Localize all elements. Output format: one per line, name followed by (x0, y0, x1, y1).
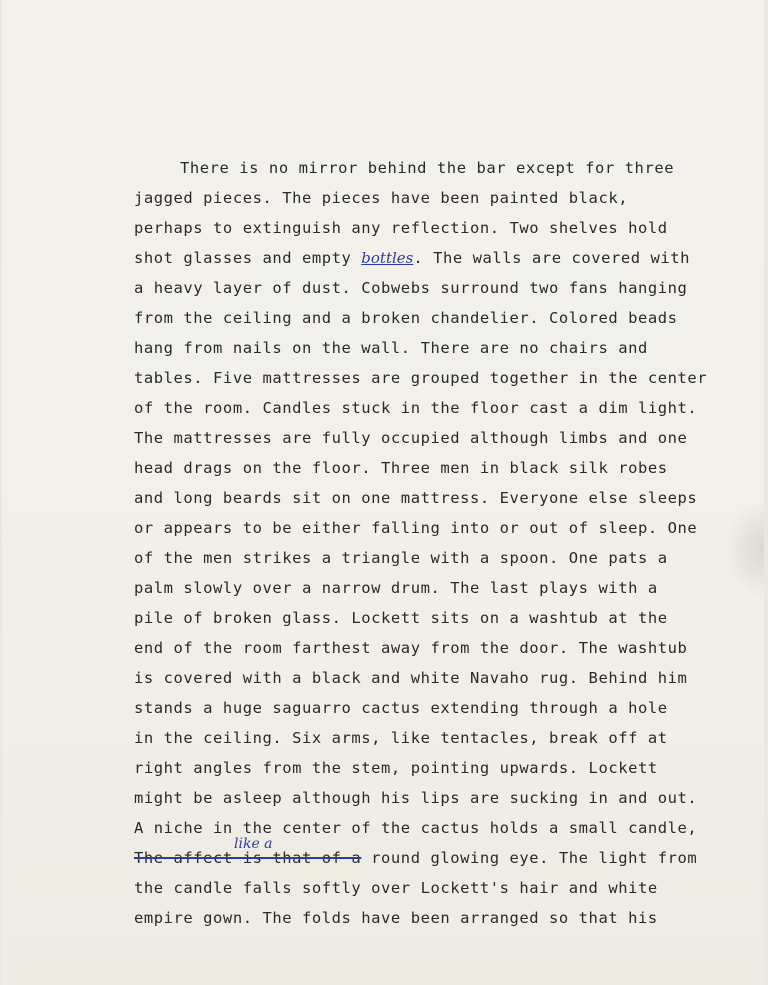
text-segment: round glowing eye. The light from (361, 849, 698, 867)
paper-tear-mark (724, 500, 764, 600)
text-line: empire gown. The folds have been arranged so that his (134, 909, 658, 927)
text-line (134, 248, 690, 268)
text-line: A niche in the center of the cactus holds a small candle, (134, 819, 698, 837)
text-line: right angles from the stem, pointing upwards. Lockett (134, 759, 658, 777)
text-line: stands a huge saguarro cactus extending through a hole (134, 699, 668, 717)
text-line: is covered with a black and white Navaho rug. Behind him (134, 669, 688, 687)
text-line: the candle falls softly over Lockett's hair and white (134, 879, 658, 897)
text-line: hang from nails on the wall. There are no chairs and (134, 339, 648, 357)
text-line: The mattresses are fully occupied although limbs and one (134, 429, 688, 447)
text-line: of the room. Candles stuck in the floor cast a dim light. (134, 399, 698, 417)
text-segment: shot glasses and empty (134, 249, 362, 267)
struck-text: The affect is that of a (134, 849, 362, 867)
text-line: a heavy layer of dust. Cobwebs surround two fans hanging (134, 279, 688, 297)
handwritten-insertion: like a (234, 836, 273, 852)
text-line: palm slowly over a narrow drum. The last plays with a (134, 579, 658, 597)
text-line: head drags on the floor. Three men in black silk robes (134, 459, 668, 477)
text-line: might be asleep although his lips are sucking in and out. (134, 789, 698, 807)
text-line: There is no mirror behind the bar except for three (180, 159, 675, 177)
text-line: jagged pieces. The pieces have been painted black, (134, 189, 629, 207)
text-line: and long beards sit on one mattress. Everyone else sleeps (134, 489, 698, 507)
faint-stamp-mark (340, 922, 464, 978)
text-line (134, 848, 697, 868)
text-line: pile of broken glass. Lockett sits on a washtub at the (134, 609, 668, 627)
text-segment: . The walls are covered with (413, 249, 691, 267)
text-line: or appears to be either falling into or out of sleep. One (134, 519, 698, 537)
text-line: from the ceiling and a broken chandelier. Colored beads (134, 309, 678, 327)
text-line: end of the room farthest away from the door. The washtub (134, 639, 688, 657)
manuscript-page (2, 0, 764, 985)
text-line: in the ceiling. Six arms, like tentacles, break off at (134, 729, 668, 747)
text-line: of the men strikes a triangle with a spoon. One pats a (134, 549, 668, 567)
handwritten-insertion: bottles (361, 249, 414, 267)
text-line: tables. Five mattresses are grouped together in the center (134, 369, 708, 387)
text-line: perhaps to extinguish any reflection. Two shelves hold (134, 219, 668, 237)
